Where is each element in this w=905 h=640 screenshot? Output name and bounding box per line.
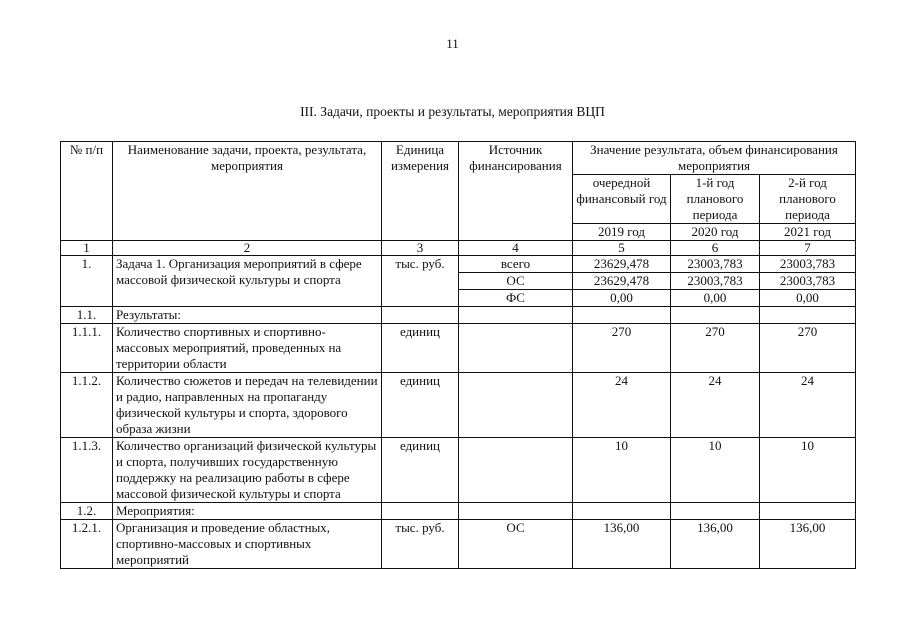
header-name: Наименование задачи, проекта, результата, мероприятия [113, 142, 382, 241]
header-year: 2021 год [760, 224, 856, 241]
row-source [459, 307, 573, 324]
table-row [61, 256, 856, 273]
row-value [573, 307, 671, 324]
row-source [459, 503, 573, 520]
results-table [60, 141, 856, 569]
row-value: 136,00 [573, 520, 671, 569]
table-row [61, 307, 856, 324]
row-source: ОС [459, 520, 573, 569]
table-row [61, 438, 856, 503]
row-value [671, 503, 760, 520]
row-value: 136,00 [671, 520, 760, 569]
row-value: 23003,783 [760, 273, 856, 290]
row-name: Мероприятия: [113, 503, 382, 520]
row-unit: единиц [382, 373, 459, 438]
row-number: 1. [61, 256, 113, 307]
row-source: ОС [459, 273, 573, 290]
row-value: 10 [760, 438, 856, 503]
row-source [459, 373, 573, 438]
column-number: 3 [382, 241, 459, 256]
table-row [61, 520, 856, 569]
row-value: 23003,783 [671, 256, 760, 273]
row-value: 270 [760, 324, 856, 373]
header-year-label: 1-й год планового периода [671, 175, 760, 224]
header-row [61, 142, 856, 175]
header-unit: Единица измерения [382, 142, 459, 241]
row-value: 0,00 [573, 290, 671, 307]
header-year: 2020 год [671, 224, 760, 241]
row-number: 1.2. [61, 503, 113, 520]
row-unit: единиц [382, 438, 459, 503]
row-unit: тыс. руб. [382, 256, 459, 307]
row-value: 136,00 [760, 520, 856, 569]
column-numbers-row [61, 241, 856, 256]
row-name: Задача 1. Организация мероприятий в сфере массовой физической культуры и спорта [113, 256, 382, 307]
row-value: 270 [671, 324, 760, 373]
row-source: ФС [459, 290, 573, 307]
row-value: 0,00 [760, 290, 856, 307]
row-source [459, 324, 573, 373]
row-value: 23629,478 [573, 273, 671, 290]
row-value [760, 503, 856, 520]
column-number: 2 [113, 241, 382, 256]
row-name: Организация и проведение областных, спортивно-массовых и спортивных мероприятий [113, 520, 382, 569]
header-year: 2019 год [573, 224, 671, 241]
row-unit: единиц [382, 324, 459, 373]
header-no: № п/п [61, 142, 113, 241]
row-value: 24 [573, 373, 671, 438]
row-source: всего [459, 256, 573, 273]
row-value [573, 503, 671, 520]
header-value-group: Значение результата, объем финансирования мероприятия [573, 142, 856, 175]
row-name: Количество сюжетов и передач на телевидении и радио, направленных на пропаганду физической культуры и спорта, здорового образа жизни [113, 373, 382, 438]
row-source [459, 438, 573, 503]
row-value [671, 307, 760, 324]
row-value: 23003,783 [671, 273, 760, 290]
header-source: Источник финансирования [459, 142, 573, 241]
row-name: Количество организаций физической культуры и спорта, получивших государственную поддержку на реализацию работы в сфере массовой физической культуры и спорта [113, 438, 382, 503]
column-number: 6 [671, 241, 760, 256]
row-value: 23629,478 [573, 256, 671, 273]
row-number: 1.2.1. [61, 520, 113, 569]
table-row [61, 503, 856, 520]
column-number: 7 [760, 241, 856, 256]
column-number: 1 [61, 241, 113, 256]
section-title: III. Задачи, проекты и результаты, мероприятия ВЦП [300, 104, 605, 119]
header-year-label: очередной финансовый год [573, 175, 671, 224]
row-name: Результаты: [113, 307, 382, 324]
row-unit [382, 307, 459, 324]
column-number: 4 [459, 241, 573, 256]
header-year-label: 2-й год планового периода [760, 175, 856, 224]
row-value: 10 [671, 438, 760, 503]
row-value: 10 [573, 438, 671, 503]
column-number: 5 [573, 241, 671, 256]
table-row [61, 373, 856, 438]
row-value [760, 307, 856, 324]
row-number: 1.1.2. [61, 373, 113, 438]
row-unit [382, 503, 459, 520]
row-number: 1.1.1. [61, 324, 113, 373]
row-number: 1.1. [61, 307, 113, 324]
row-value: 23003,783 [760, 256, 856, 273]
table-row [61, 324, 856, 373]
row-number: 1.1.3. [61, 438, 113, 503]
row-value: 0,00 [671, 290, 760, 307]
row-unit: тыс. руб. [382, 520, 459, 569]
row-name: Количество спортивных и спортивно-массовых мероприятий, проведенных на территории области [113, 324, 382, 373]
row-value: 24 [671, 373, 760, 438]
page-number: 11 [446, 36, 459, 51]
row-value: 270 [573, 324, 671, 373]
row-value: 24 [760, 373, 856, 438]
